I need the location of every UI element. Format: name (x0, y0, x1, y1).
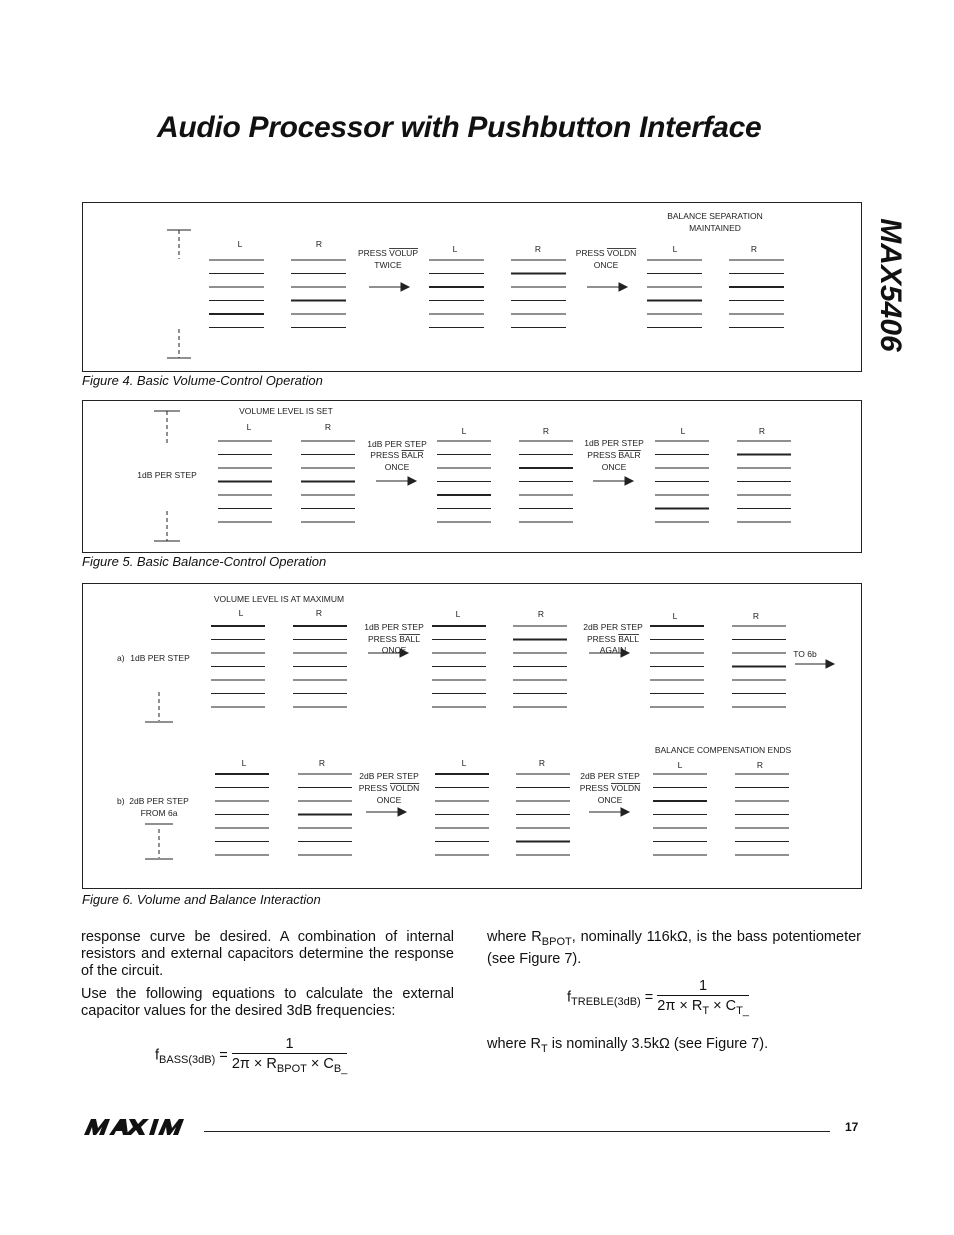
f4-step2-b: ONCE (593, 260, 619, 270)
f6-b-step1-b: PRESS VOLDN (358, 783, 420, 793)
treble-equation: $f_{TREBLE(3dB)}$ = $\frac{1}{2\pi \times R_T \times C_{T\_}}$ (567, 978, 749, 1017)
f6-b-R2: R (538, 758, 546, 768)
f6-note-a: VOLUME LEVEL IS AT MAXIMUM (213, 594, 345, 604)
maxim-logo (82, 1117, 194, 1137)
figure-6-caption: Figure 6. Volume and Balance Interaction (82, 892, 321, 907)
f6-b-step2-a: 2dB PER STEP (580, 771, 640, 781)
figure-4 (82, 202, 862, 372)
f4-step1: PRESS VOLUP (357, 248, 419, 258)
f6-a-R3: R (752, 611, 760, 621)
f6-note-b: BALANCE COMPENSATION ENDS (654, 745, 792, 755)
f6-a-L2: L (455, 609, 461, 619)
f4-step2: PRESS VOLDN (575, 248, 637, 258)
f6-a-step1-b: PRESS BALL (368, 634, 420, 644)
f4-label-L1: L (237, 239, 243, 249)
figure-4-caption: Figure 4. Basic Volume-Control Operation (82, 373, 323, 388)
f6-a-step1-a: 1dB PER STEP (364, 622, 424, 632)
figure-6 (82, 583, 862, 889)
f6-to-6b: TO 6b (793, 649, 817, 659)
f6-a-R2: R (537, 609, 545, 619)
left-paragraph-1: response curve be desired. A combination of internal resistors and external capacitors determine the response of the circuit. (81, 929, 454, 979)
f5-label-L1: L (246, 422, 252, 432)
f6-side-b1: 2dB PER STEP (129, 796, 189, 806)
f6-b-step2-c: ONCE (597, 795, 623, 805)
f6-a-L3: L (672, 611, 678, 621)
f4-note-1: BALANCE SEPARATION (667, 211, 763, 221)
right-column (487, 929, 861, 974)
f5-label-R2: R (542, 426, 550, 436)
f5-step1-b: PRESS BALR (370, 450, 424, 460)
f5-label-L2: L (461, 426, 467, 436)
side-part-number: MAX5406 (874, 218, 907, 352)
f5-side-label: 1dB PER STEP (137, 470, 197, 480)
f4-note-2: MAINTAINED (689, 223, 741, 233)
f6-tag-b: b) (117, 796, 125, 806)
f6-side-a: 1dB PER STEP (130, 653, 190, 663)
f6-tag-a: a) (117, 653, 125, 663)
f6-b-step2-b: PRESS VOLDN (579, 783, 641, 793)
f4-label-L2: L (452, 244, 458, 254)
right-paragraph-1: where $R_{BPOT}$, nominally 116kΩ, is the bass potentiometer (see Figure 7). (487, 929, 862, 967)
page-title: Audio Processor with Pushbutton Interface (157, 111, 762, 144)
f4-label-R1: R (315, 239, 323, 249)
left-paragraph-2: Use the following equations to calculate the external capacitor values for the desired 3dB frequencies: (81, 986, 454, 1019)
figure-6-diagram (83, 584, 861, 888)
right-paragraph-2: where $R_T$ is nominally 3.5kΩ (see Figure 7). (487, 1036, 769, 1055)
f4-label-R3: R (750, 244, 758, 254)
f5-step2-b: PRESS BALR (587, 450, 641, 460)
left-column (81, 929, 454, 1026)
f6-a-step1-c: ONCE (381, 645, 407, 655)
figure-5-diagram (83, 401, 861, 552)
f6-a-step2-a: 2dB PER STEP (583, 622, 643, 632)
f4-label-L3: L (672, 244, 678, 254)
f5-step1-a: 1dB PER STEP (367, 439, 427, 449)
f5-step2-c: ONCE (601, 462, 627, 472)
f6-b-step1-a: 2dB PER STEP (359, 771, 419, 781)
f5-label-R3: R (758, 426, 766, 436)
f6-b-R1: R (318, 758, 326, 768)
figure-5 (82, 400, 862, 553)
f5-step2-a: 1dB PER STEP (584, 438, 644, 448)
f6-a-L1: L (238, 608, 244, 618)
f6-a-R1: R (315, 608, 323, 618)
f5-step1-c: ONCE (384, 462, 410, 472)
f4-step1-b: TWICE (374, 260, 402, 270)
figure-4-diagram (83, 203, 861, 371)
f6-a-step2-c: AGAIN (599, 645, 627, 655)
f5-label-R1: R (324, 422, 332, 432)
page-number: 17 (845, 1120, 859, 1134)
f6-b-step1-c: ONCE (376, 795, 402, 805)
f6-a-step2-b: PRESS BALL (587, 634, 639, 644)
figure-5-caption: Figure 5. Basic Balance-Control Operation (82, 554, 327, 569)
f5-label-L3: L (680, 426, 686, 436)
bass-equation: $f_{BASS(3dB)}$ = $\frac{1}{2\pi \times R_{BPOT} \times C_{B\_}}$ (155, 1036, 348, 1075)
f5-note: VOLUME LEVEL IS SET (239, 406, 333, 416)
footer-rule (204, 1131, 830, 1132)
f6-b-L3: L (677, 760, 683, 770)
f6-b-L1: L (241, 758, 247, 768)
f6-b-L2: L (461, 758, 467, 768)
f6-b-R3: R (756, 760, 764, 770)
f4-label-R2: R (534, 244, 542, 254)
f6-side-b2: FROM 6a (140, 808, 178, 818)
